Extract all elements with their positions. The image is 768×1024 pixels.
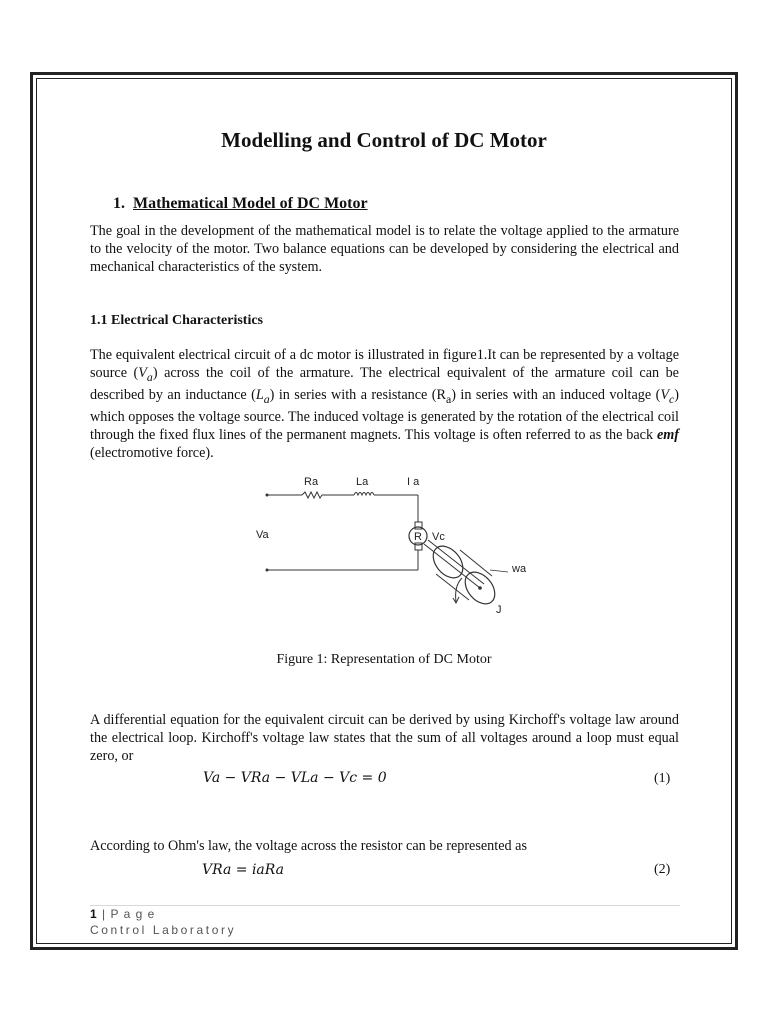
kvl-paragraph: A differential equation for the equivalent circuit can be derived by using Kirchoff's voltage law around the electrical loop. Kirchoff's voltage law states that the sum of all voltages around a loop must equal zero, or bbox=[90, 712, 679, 764]
equation-1-number: (1) bbox=[654, 771, 671, 786]
terminal-bottom bbox=[266, 569, 269, 572]
ohm-paragraph: According to Ohm's law, the voltage across the resistor can be represented as bbox=[90, 838, 527, 854]
label-wa: wa bbox=[512, 563, 527, 575]
label-vc: Vc bbox=[432, 531, 445, 543]
equation-1-text: Va − VRa − VLa − Vc = 0 bbox=[203, 770, 387, 786]
section-number: 1. bbox=[113, 195, 125, 212]
symbol-sub: a bbox=[263, 391, 270, 406]
dc-motor-circuit-diagram bbox=[250, 470, 540, 620]
motor-label: R bbox=[414, 531, 422, 543]
label-ia: I a bbox=[407, 476, 420, 488]
shaft-center bbox=[478, 586, 482, 590]
inductor-la bbox=[354, 493, 374, 496]
symbol-sub: c bbox=[669, 391, 675, 406]
label-j: J bbox=[496, 604, 502, 616]
equation-1 bbox=[203, 770, 387, 786]
para-text: ) in series with a resistance (R bbox=[269, 386, 446, 403]
resistor-ra bbox=[302, 492, 322, 498]
emf-term: emf bbox=[656, 426, 679, 443]
equation-2-number: (2) bbox=[654, 862, 671, 877]
figure-caption: Figure 1: Representation of DC Motor bbox=[276, 652, 492, 667]
page-number: 1 bbox=[90, 907, 98, 921]
para-text: ) in series with an induced voltage ( bbox=[451, 386, 661, 403]
load-inertia-front bbox=[427, 540, 469, 583]
wa-leader bbox=[490, 570, 508, 572]
symbol-v: V bbox=[138, 365, 147, 381]
subsection-heading: 1.1 Electrical Characteristics bbox=[90, 313, 263, 328]
label-va: Va bbox=[256, 529, 269, 541]
symbol-sub: a bbox=[445, 391, 452, 406]
electrical-paragraph bbox=[90, 346, 679, 462]
symbol-sub: a bbox=[146, 369, 153, 384]
para-text: ) which opposes the voltage source. The induced voltage is generated by the rotation of the electrical coil through the fixed flux lines of the permanent magnets. This voltage is often referred to as the back bbox=[90, 386, 679, 443]
equation-2 bbox=[202, 862, 284, 878]
page-label: | P a g e bbox=[102, 907, 156, 921]
footer-divider bbox=[90, 905, 680, 906]
intro-paragraph: The goal in the development of the mathematical model is to relate the voltage applied to the armature to the velocity of the motor. Two balance equations can be developed by considering the electrical and mechanical characteristics of the system. bbox=[90, 223, 679, 275]
symbol-l: L bbox=[255, 386, 264, 403]
motor-shaft bbox=[424, 544, 480, 588]
section-title: Mathematical Model of DC Motor bbox=[133, 195, 368, 212]
symbol-v: V bbox=[660, 386, 670, 403]
label-ra: Ra bbox=[304, 476, 319, 488]
footer-page-number bbox=[90, 907, 155, 921]
para-text: ) across the coil of the armature. The electrical equivalent of the armature coil can be described by an inductance ( bbox=[90, 365, 679, 403]
para-text: (electromotive force). bbox=[90, 444, 214, 461]
terminal-top bbox=[266, 494, 269, 497]
footer-lab-name: Control Laboratory bbox=[90, 923, 237, 937]
section-heading-1 bbox=[113, 195, 368, 213]
label-la: La bbox=[356, 476, 369, 488]
document-title: Modelling and Control of DC Motor bbox=[221, 128, 547, 152]
para-text: The equivalent electrical circuit of a dc motor is illustrated in figure1.It can be represented by a voltage source ( bbox=[90, 347, 679, 381]
equation-2-text: VRa = iaRa bbox=[202, 862, 284, 878]
